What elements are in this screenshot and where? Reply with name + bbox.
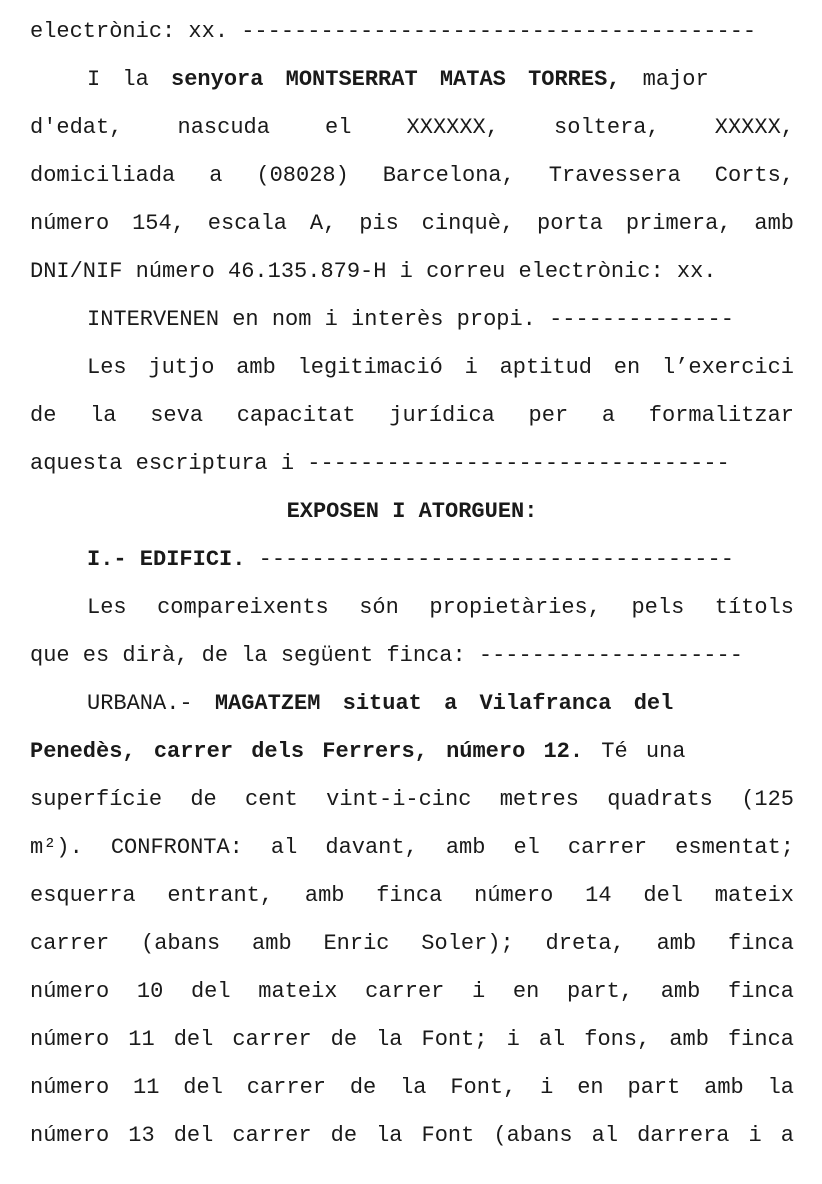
text-line: electrònic: xx. --------------------------------------- <box>30 19 757 44</box>
dash-fill: ------------------------------------ <box>258 547 734 572</box>
text-line: Les compareixents són propietàries, pels títols <box>87 595 794 620</box>
text-line: de la seva capacitat jurídica per a formalitzar <box>30 403 794 428</box>
dash-fill: --------------------------------------- <box>241 19 757 44</box>
text-line: carrer (abans amb Enric Soler); dreta, amb finca <box>30 931 794 956</box>
text-line: I la senyora MONTSERRAT MATAS TORRES, major <box>87 67 709 92</box>
text-line: número 10 del mateix carrer i en part, amb finca <box>30 979 794 1004</box>
section-heading: EXPOSEN I ATORGUEN: <box>286 499 538 524</box>
dash-fill: -------------------------------- <box>307 451 730 476</box>
text-line: superfície de cent vint-i-cinc metres quadrats (125 <box>30 787 794 812</box>
text-line: m²). CONFRONTA: al davant, amb el carrer esmentat; <box>30 835 794 860</box>
text-line: INTERVENEN en nom i interès propi. -------------- <box>87 307 734 332</box>
text-line: aquesta escriptura i -------------------------------- <box>30 451 730 476</box>
text-line: número 11 del carrer de la Font, i en part amb la <box>30 1075 794 1100</box>
text-line: número 154, escala A, pis cinquè, porta primera, amb <box>30 211 794 236</box>
text-line: DNI/NIF número 46.135.879-H i correu electrònic: xx. <box>30 259 717 284</box>
text-line: URBANA.- MAGATZEM situat a Vilafranca del <box>87 691 674 716</box>
subsection-heading: I.- EDIFICI. ------------------------------------ <box>87 547 734 572</box>
text-line: d'edat, nascuda el XXXXXX, soltera, XXXXX, <box>30 115 794 140</box>
text-line: esquerra entrant, amb finca número 14 del mateix <box>30 883 794 908</box>
text-line: número 11 del carrer de la Font; i al fons, amb finca <box>30 1027 794 1052</box>
text-line: domiciliada a (08028) Barcelona, Travessera Corts, <box>30 163 794 188</box>
text-line: Penedès, carrer dels Ferrers, número 12. Té una <box>30 739 686 764</box>
dash-fill: -------------------- <box>478 643 743 668</box>
text-line: Les jutjo amb legitimació i aptitud en l’exercici <box>87 355 794 380</box>
text-line: número 13 del carrer de la Font (abans al darrera i a <box>30 1123 794 1148</box>
dash-fill: -------------- <box>549 307 734 332</box>
text-line: que es dirà, de la següent finca: -------------------- <box>30 643 743 668</box>
